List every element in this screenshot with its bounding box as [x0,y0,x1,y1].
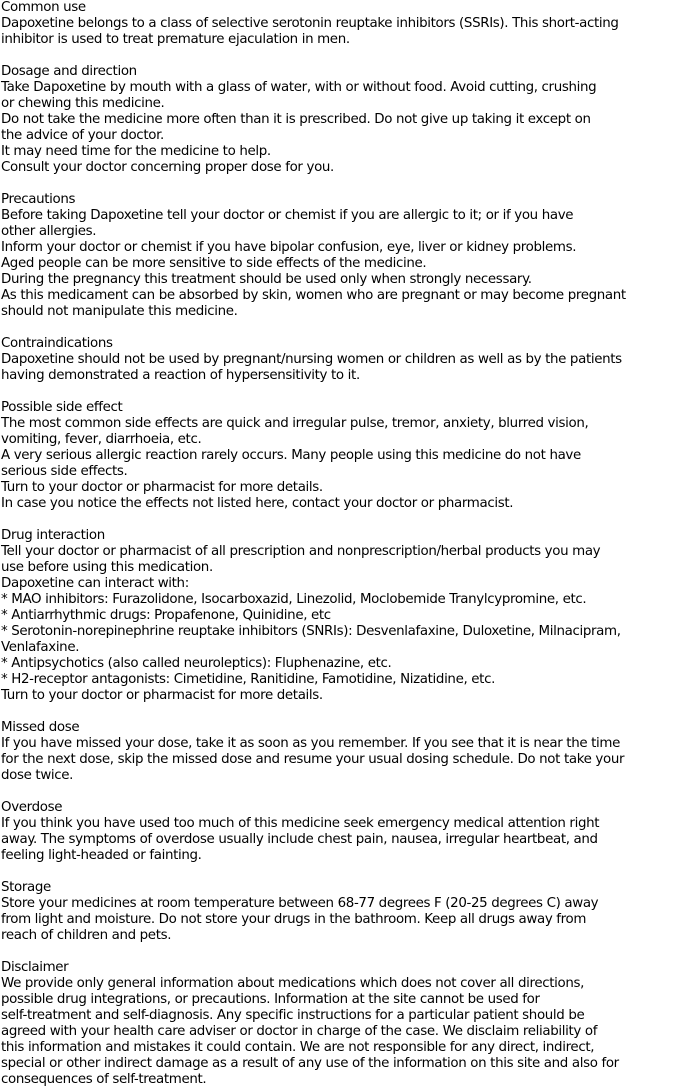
section-body [1,736,700,784]
text-line: Before taking Dapoxetine tell your doctor or chemist if you are allergic to it; or if you have [1,208,574,223]
section-dosage-and-direction [1,64,700,176]
text-line: Dapoxetine can interact with: [1,576,189,591]
text-line: Tell your doctor or pharmacist of all prescription and nonprescription/herbal products you may [1,544,601,559]
text-line: having demonstrated a reaction of hypersensitivity to it. [1,368,360,383]
text-line: serious side effects. [1,464,128,479]
section-heading: Disclaimer [1,960,69,975]
text-line: Do not take the medicine more often than it is prescribed. Do not give up taking it except on [1,112,591,127]
text-line: It may need time for the medicine to help. [1,144,271,159]
section-heading: Missed dose [1,720,80,735]
text-line: In case you notice the effects not listed here, contact your doctor or pharmacist. [1,496,514,511]
text-line: As this medicament can be absorbed by skin, women who are pregnant or may become pregnant [1,288,626,303]
text-line: feeling light-headed or fainting. [1,848,202,863]
section-heading: Dosage and direction [1,64,137,79]
section-drug-interaction [1,528,700,704]
text-line: Turn to your doctor or pharmacist for more details. [1,480,323,495]
section-precautions [1,192,700,320]
text-line: consequences of self-treatment. [1,1072,207,1087]
text-line: * Antiarrhythmic drugs: Propafenone, Quinidine, etc [1,608,331,623]
section-body [1,208,700,320]
text-line: Dapoxetine belongs to a class of selective serotonin reuptake inhibitors (SSRIs). This short-acting [1,16,619,31]
text-line: Inform your doctor or chemist if you have bipolar confusion, eye, liver or kidney problems. [1,240,577,255]
text-line: * H2-receptor antagonists: Cimetidine, Ranitidine, Famotidine, Nizatidine, etc. [1,672,495,687]
text-line: If you have missed your dose, take it as soon as you remember. If you see that it is near the time [1,736,620,751]
section-heading: Common use [1,0,86,15]
section-heading: Contraindications [1,336,113,351]
text-line: reach of children and pets. [1,928,172,943]
text-line: this information and mistakes it could contain. We are not responsible for any direct, indirect, [1,1040,595,1055]
text-line: possible drug integrations, or precautions. Information at the site cannot be used for [1,992,540,1007]
text-line: the advice of your doctor. [1,128,164,143]
text-line: If you think you have used too much of this medicine seek emergency medical attention right [1,816,600,831]
text-line: Aged people can be more sensitive to side effects of the medicine. [1,256,427,271]
text-line: use before using this medication. [1,560,213,575]
text-line: During the pregnancy this treatment should be used only when strongly necessary. [1,272,532,287]
text-line: * Antipsychotics (also called neuroleptics): Fluphenazine, etc. [1,656,392,671]
section-contraindications [1,336,700,384]
text-line: * Serotonin-norepinephrine reuptake inhibitors (SNRIs): Desvenlafaxine, Duloxetine, Milnacipram, [1,624,621,639]
section-heading: Drug interaction [1,528,105,543]
text-line: Dapoxetine should not be used by pregnant/nursing women or children as well as by the patients [1,352,622,367]
text-line: other allergies. [1,224,97,239]
text-line: Take Dapoxetine by mouth with a glass of water, with or without food. Avoid cutting, crushing [1,80,597,95]
section-body [1,896,700,944]
text-line: inhibitor is used to treat premature ejaculation in men. [1,32,350,47]
text-line: away. The symptoms of overdose usually include chest pain, nausea, irregular heartbeat, and [1,832,598,847]
section-heading: Storage [1,880,51,895]
text-line: The most common side effects are quick and irregular pulse, tremor, anxiety, blurred vision, [1,416,589,431]
section-body [1,416,700,512]
section-body [1,816,700,864]
text-line: Consult your doctor concerning proper dose for you. [1,160,334,175]
text-line: * MAO inhibitors: Furazolidone, Isocarboxazid, Linezolid, Moclobemide Tranylcypromine, etc. [1,592,587,607]
section-body [1,352,700,384]
text-line: A very serious allergic reaction rarely occurs. Many people using this medicine do not have [1,448,581,463]
section-possible-side-effect [1,400,700,512]
text-line: should not manipulate this medicine. [1,304,238,319]
section-heading: Precautions [1,192,76,207]
section-storage [1,880,700,944]
text-line: from light and moisture. Do not store your drugs in the bathroom. Keep all drugs away from [1,912,587,927]
text-line: self-treatment and self-diagnosis. Any specific instructions for a particular patient should be [1,1008,585,1023]
text-line: agreed with your health care adviser or doctor in charge of the case. We disclaim reliability of [1,1024,598,1039]
section-common-use [1,0,700,48]
text-line: vomiting, fever, diarrhoeia, etc. [1,432,202,447]
section-body [1,544,700,704]
section-overdose [1,800,700,864]
text-line: Venlafaxine. [1,640,80,655]
text-line: We provide only general information about medications which does not cover all directions, [1,976,585,991]
section-missed-dose [1,720,700,784]
text-line: dose twice. [1,768,74,783]
text-line: for the next dose, skip the missed dose and resume your usual dosing schedule. Do not take your [1,752,625,767]
text-line: or chewing this medicine. [1,96,165,111]
section-body [1,976,700,1088]
section-heading: Possible side effect [1,400,123,415]
text-line: Store your medicines at room temperature between 68-77 degrees F (20-25 degrees C) away [1,896,599,911]
section-disclaimer [1,960,700,1088]
text-line: Turn to your doctor or pharmacist for more details. [1,688,323,703]
section-body [1,16,700,48]
section-heading: Overdose [1,800,63,815]
text-line: special or other indirect damage as a result of any use of the information on this site and also for [1,1056,619,1071]
section-body [1,80,700,176]
